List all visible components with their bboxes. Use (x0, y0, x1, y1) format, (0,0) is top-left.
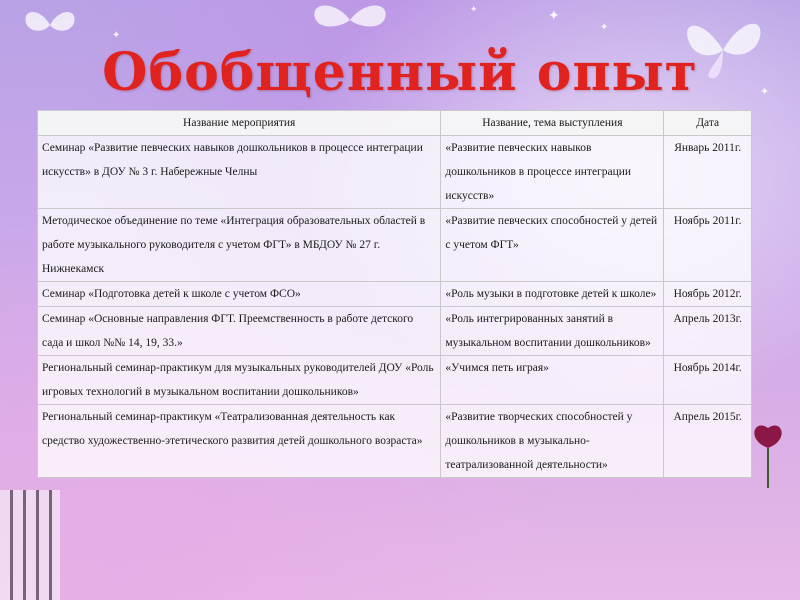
butterfly-icon (305, 0, 395, 40)
column-header-topic: Название, тема выступления (441, 111, 664, 136)
topic-cell: «Развитие певческих навыков дошкольников в процессе интеграции искусств» (441, 136, 664, 209)
event-cell: Семинар «Основные направления ФГТ. Преемственность в работе детского сада и школ №№ 14, 19, 33.» (38, 307, 441, 356)
column-header-event: Название мероприятия (38, 111, 441, 136)
table-row (38, 282, 752, 307)
topic-cell: «Развитие творческих способностей у дошкольников в музыкально-театрализованной деятельности» (441, 405, 664, 478)
table-header-row (38, 111, 752, 136)
date-cell: Апрель 2013г. (664, 307, 752, 356)
sparkle-icon: ✦ (470, 4, 478, 14)
table-row (38, 356, 752, 405)
sparkle-icon: ✦ (600, 22, 609, 33)
table-row (38, 405, 752, 478)
topic-cell: «Роль музыки в подготовке детей к школе» (441, 282, 664, 307)
sparkle-icon: ✦ (112, 30, 121, 41)
event-cell: Региональный семинар-практикум «Театрализованная деятельность как средство художественно-этетического развития детей дошкольного возраста» (38, 405, 441, 478)
topic-cell: «Учимся петь играя» (441, 356, 664, 405)
topic-cell: «Роль интегрированных занятий в музыкальном воспитании дошкольников» (441, 307, 664, 356)
page-title: Обобщенный опыт (102, 42, 698, 103)
sparkle-icon: ✦ (760, 86, 770, 98)
date-cell: Ноябрь 2012г. (664, 282, 752, 307)
table-row (38, 136, 752, 209)
event-cell: Региональный семинар-практикум для музыкальных руководителей ДОУ «Роль игровых технологий в музыкальном воспитании дошкольников» (38, 356, 441, 405)
date-cell: Январь 2011г. (664, 136, 752, 209)
date-cell: Ноябрь 2014г. (664, 356, 752, 405)
date-cell: Апрель 2015г. (664, 405, 752, 478)
event-cell: Семинар «Развитие певческих навыков дошкольников в процессе интеграции искусств» в ДОУ № 3 г. Набережные Челны (38, 136, 441, 209)
piano-keys-icon (0, 490, 60, 600)
date-cell: Ноябрь 2011г. (664, 209, 752, 282)
table-row (38, 307, 752, 356)
sparkle-icon: ✦ (548, 9, 560, 24)
flower-icon (746, 418, 790, 488)
butterfly-icon (20, 5, 80, 45)
topic-cell: «Развитие певческих способностей у детей с учетом ФГТ» (441, 209, 664, 282)
experience-table (37, 110, 752, 478)
event-cell: Семинар «Подготовка детей к школе с учетом ФСО» (38, 282, 441, 307)
column-header-date: Дата (664, 111, 752, 136)
event-cell: Методическое объединение по теме «Интеграция образовательных областей в работе музыкального руководителя с учетом ФГТ» в МБДОУ № 27 г. Нижнекамск (38, 209, 441, 282)
table-row (38, 209, 752, 282)
